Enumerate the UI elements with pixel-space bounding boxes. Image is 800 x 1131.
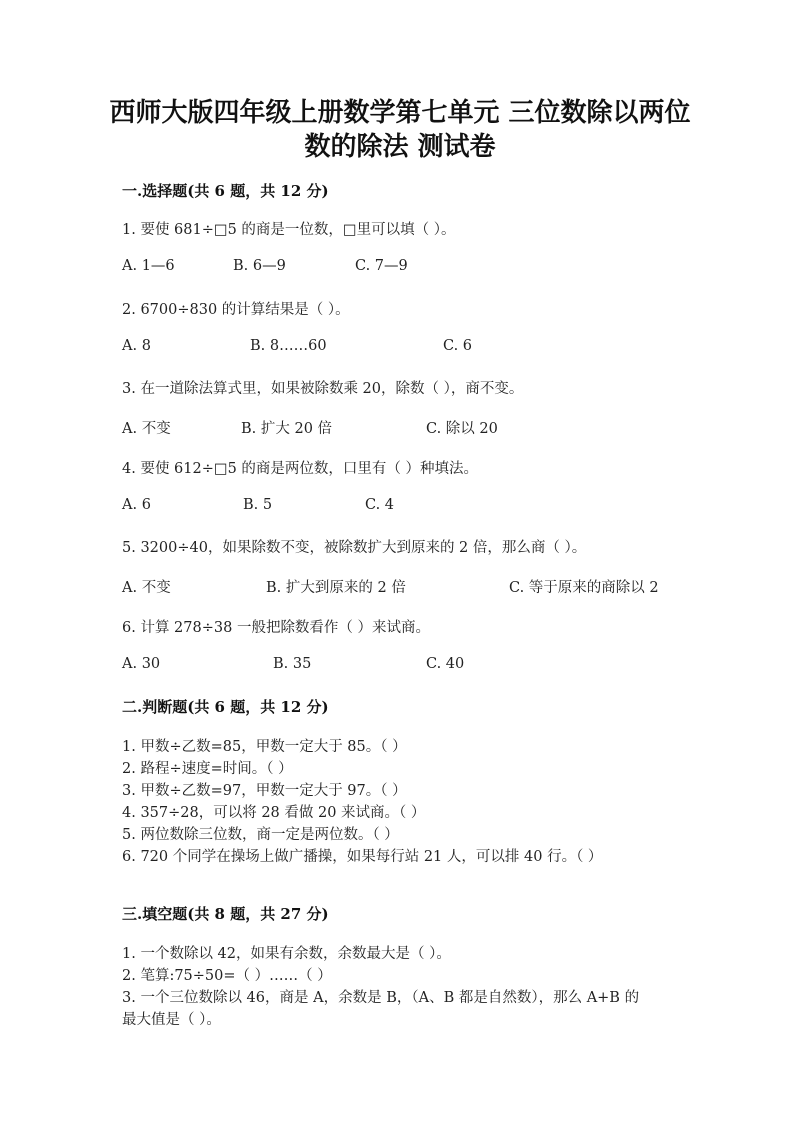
choice-question-4: 4. 要使 612÷□5 的商是两位数，口里有（ ）种填法。: [122, 461, 479, 477]
choice-4-option-c: C. 4: [365, 497, 395, 513]
judgement-item-6: 6. 720 个同学在操场上做广播操，如果每行站 21 人，可以排 40 行。（ ）: [122, 849, 603, 865]
section-heading-fill-blank: 三.填空题(共 8 题，共 27 分): [122, 905, 329, 923]
choice-2-option-b: B. 8……60: [250, 338, 327, 354]
choice-5-option-b: B. 扩大到原来的 2 倍: [266, 580, 406, 596]
section-heading-judgement: 二.判断题(共 6 题，共 12 分): [122, 698, 329, 716]
choice-5-option-a: A. 不变: [122, 580, 171, 596]
choice-question-1: 1. 要使 681÷□5 的商是一位数，□里可以填（ ）。: [122, 222, 456, 238]
page-title-line-1: 西师大版四年级上册数学第七单元 三位数除以两位: [109, 98, 691, 128]
fill-item-3: 3. 一个三位数除以 46，商是 A，余数是 B，（A、B 都是自然数），那么 A+B 的: [122, 990, 640, 1006]
section-heading-choice: 一.选择题(共 6 题，共 12 分): [122, 182, 329, 200]
choice-2-option-c: C. 6: [443, 338, 473, 354]
fill-item-3-continued: 最大值是（ ）。: [122, 1012, 221, 1028]
choice-5-option-c: C. 等于原来的商除以 2: [509, 580, 659, 596]
choice-2-option-a: A. 8: [122, 338, 151, 354]
judgement-item-4: 4. 357÷28，可以将 28 看做 20 来试商。（ ）: [122, 805, 426, 821]
choice-question-6: 6. 计算 278÷38 一般把除数看作（ ）来试商。: [122, 620, 431, 636]
choice-question-2: 2. 6700÷830 的计算结果是（ ）。: [122, 302, 350, 318]
choice-4-option-b: B. 5: [243, 497, 273, 513]
choice-3-option-a: A. 不变: [122, 421, 171, 437]
judgement-item-1: 1. 甲数÷乙数=85，甲数一定大于 85。（ ）: [122, 739, 407, 755]
judgement-item-2: 2. 路程÷速度=时间。（ ）: [122, 761, 293, 777]
choice-4-option-a: A. 6: [122, 497, 151, 513]
choice-3-option-b: B. 扩大 20 倍: [241, 421, 333, 437]
choice-3-option-c: C. 除以 20: [426, 421, 498, 437]
judgement-item-3: 3. 甲数÷乙数=97，甲数一定大于 97。（ ）: [122, 783, 407, 799]
choice-question-5: 5. 3200÷40，如果除数不变，被除数扩大到原来的 2 倍，那么商（ ）。: [122, 540, 587, 556]
page-title-line-2: 数的除法 测试卷: [304, 132, 496, 162]
choice-question-3: 3. 在一道除法算式里，如果被除数乘 20，除数（ ），商不变。: [122, 381, 524, 397]
choice-6-option-c: C. 40: [426, 656, 465, 672]
choice-6-option-a: A. 30: [122, 656, 161, 672]
choice-6-option-b: B. 35: [273, 656, 312, 672]
fill-item-2: 2. 笔算:75÷50=（ ）……（ ）: [122, 968, 332, 984]
choice-1-option-a: A. 1—6: [122, 258, 175, 274]
judgement-item-5: 5. 两位数除三位数，商一定是两位数。（ ）: [122, 827, 399, 843]
fill-item-1: 1. 一个数除以 42，如果有余数，余数最大是（ ）。: [122, 946, 451, 962]
choice-1-option-c: C. 7—9: [355, 258, 408, 274]
choice-1-option-b: B. 6—9: [233, 258, 286, 274]
